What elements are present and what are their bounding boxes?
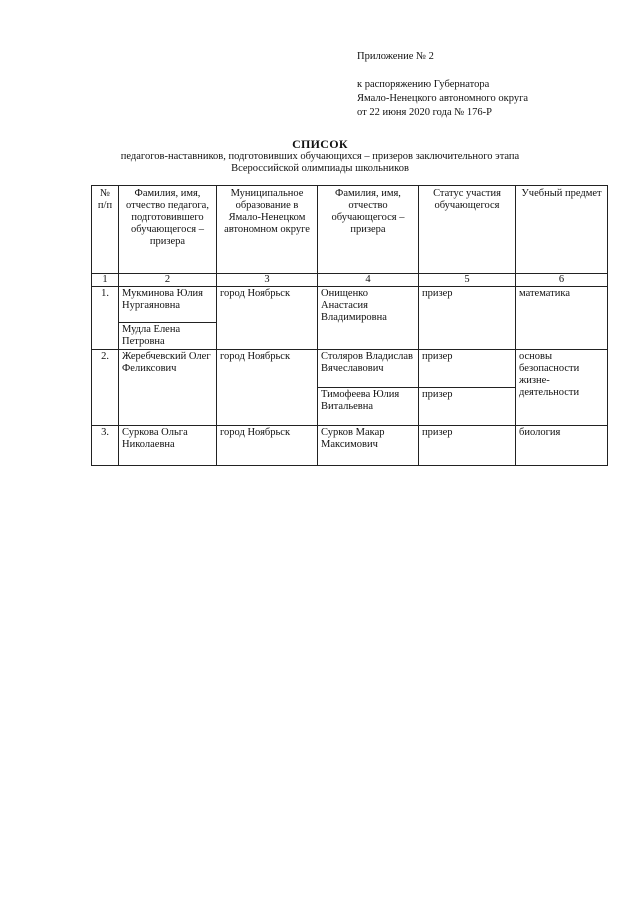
spacer [357, 64, 528, 78]
subtitle-line-2: Всероссийской олимпиады школьников [231, 163, 409, 174]
column-number: 4 [318, 274, 419, 287]
document-subtitle [70, 151, 570, 175]
row-number: 2. [92, 350, 119, 426]
table-header-row [92, 186, 608, 274]
column-number: 5 [419, 274, 516, 287]
appendix-block [357, 50, 528, 120]
municipality: город Ноябрьск [217, 350, 318, 426]
appendix-order-line: к распоряжению Губернатора [357, 79, 490, 90]
teacher-name: Жеребчевский Олег Феликсович [119, 350, 217, 426]
column-number: 1 [92, 274, 119, 287]
student-name: Столяров Владислав Вячеславович [318, 350, 419, 388]
subject: биология [516, 426, 608, 466]
subject: математика [516, 287, 608, 350]
municipality: город Ноябрьск [217, 426, 318, 466]
student-name: Сурков Макар Максимович [318, 426, 419, 466]
row-number: 3. [92, 426, 119, 466]
header-status: Статус участия обучающегося [419, 186, 516, 274]
municipality: город Ноябрьск [217, 287, 318, 350]
teacher-name: Мудла Елена Петровна [119, 323, 217, 350]
participation-status: призер [419, 388, 516, 426]
header-num: № п/п [92, 186, 119, 274]
column-number: 6 [516, 274, 608, 287]
table-row [92, 426, 608, 466]
column-numbers-row [92, 274, 608, 287]
header-municipality: Муниципальное образование в Ямало-Ненецком автономном округе [217, 186, 318, 274]
table-row [92, 287, 608, 323]
participation-status: призер [419, 426, 516, 466]
appendix-number: Приложение № 2 [357, 51, 434, 62]
student-name: Онищенко Анастасия Владимировна [318, 287, 419, 350]
column-number: 2 [119, 274, 217, 287]
subtitle-line-1: педагогов-наставников, подготовивших обучающихся – призеров заключительного этапа [120, 151, 520, 162]
column-number: 3 [217, 274, 318, 287]
teacher-name: Суркова Ольга Николаевна [119, 426, 217, 466]
student-name: Тимофеева Юлия Витальевна [318, 388, 419, 426]
header-subject: Учебный предмет [516, 186, 608, 274]
header-student: Фамилия, имя, отчество обучающегося – призера [318, 186, 419, 274]
appendix-date-line: от 22 июня 2020 года № 176-Р [357, 107, 492, 118]
subject: основы безопасности жизне-деятельности [516, 350, 608, 426]
appendix-region-line: Ямало-Ненецкого автономного округа [357, 93, 529, 104]
header-teacher: Фамилия, имя, отчество педагога, подготовившего обучающегося – призера [119, 186, 217, 274]
document-title: СПИСОК [292, 137, 348, 151]
teacher-name: Мукминова Юлия Нургаяновна [119, 287, 217, 323]
participation-status: призер [419, 287, 516, 350]
table-row [92, 350, 608, 388]
row-number: 1. [92, 287, 119, 350]
mentors-table [91, 185, 608, 466]
participation-status: призер [419, 350, 516, 388]
